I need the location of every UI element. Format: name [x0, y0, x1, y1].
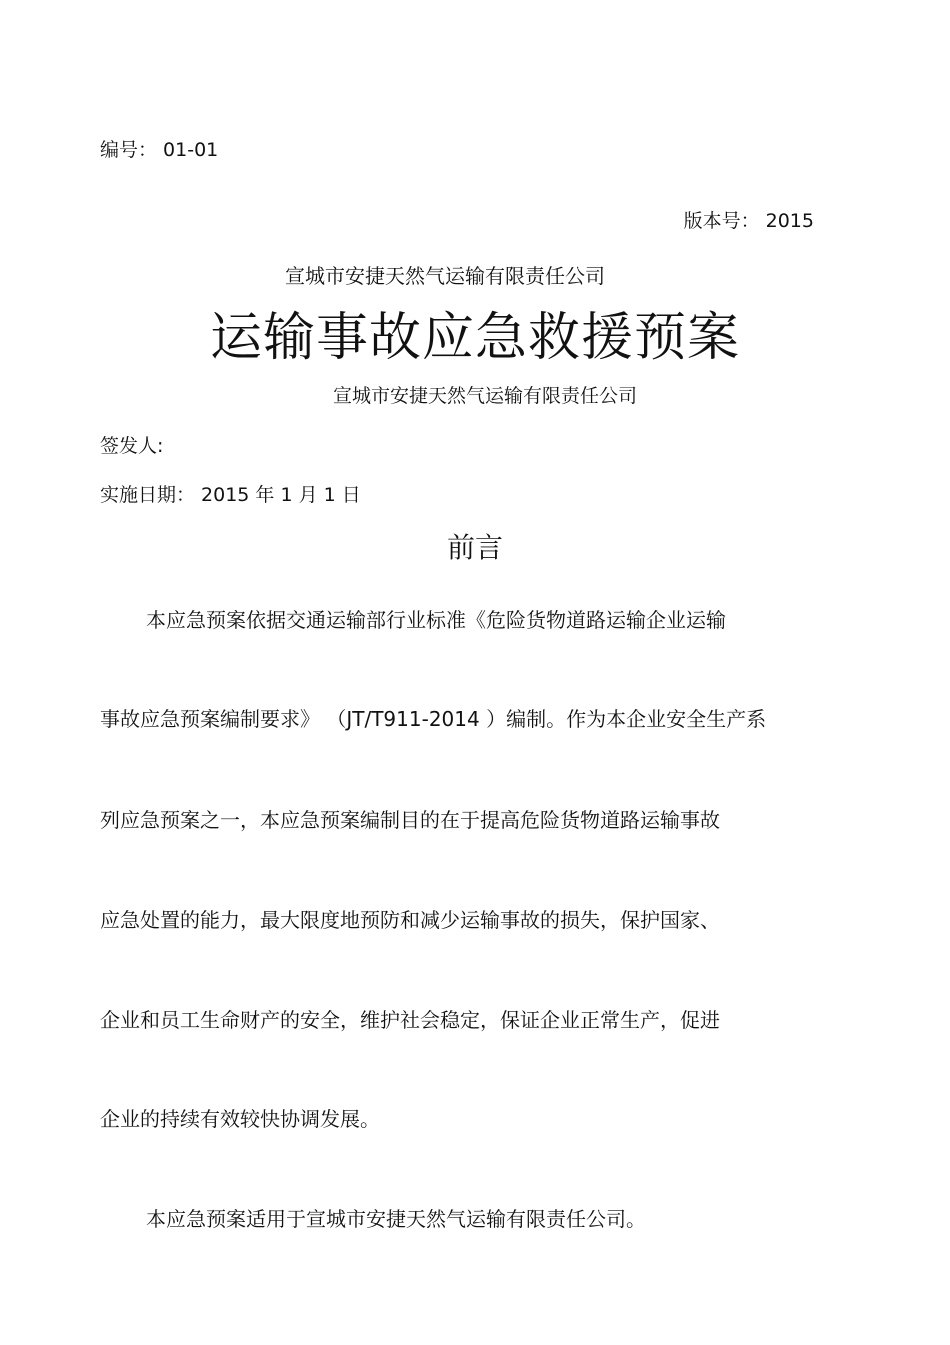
implementation-date: 实施日期： 2015 年 1 月 1 日 — [100, 484, 361, 506]
document-version-number: 版本号： 2015 — [683, 210, 814, 232]
preface-heading: 前言 — [446, 531, 503, 564]
preface-paragraph-line: 事故应急预案编制要求》 （JT/T911-2014 ）编制。作为本企业安全生产系 — [100, 707, 767, 731]
preface-paragraph-line: 应急处置的能力，最大限度地预防和减少运输事故的损失，保护国家、 — [100, 908, 720, 932]
preface-paragraph-line: 列应急预案之一，本应急预案编制目的在于提高危险货物道路运输事故 — [100, 808, 720, 832]
document-serial-number: 编号： 01-01 — [100, 139, 219, 161]
company-name-subtitle: 宣城市安捷天然气运输有限责任公司 — [332, 385, 637, 407]
preface-paragraph-line: 企业和员工生命财产的安全，维护社会稳定，保证企业正常生产，促进 — [100, 1008, 720, 1032]
signer-label: 签发人: — [100, 435, 164, 457]
document-title: 运输事故应急救援预案 — [209, 308, 740, 368]
preface-paragraph-line: 企业的持续有效较快协调发展。 — [100, 1107, 380, 1131]
company-name-header: 宣城市安捷天然气运输有限责任公司 — [285, 264, 605, 288]
preface-scope-line: 本应急预案适用于宣城市安捷天然气运输有限责任公司。 — [146, 1207, 646, 1231]
preface-paragraph-line: 本应急预案依据交通运输部行业标准《危险货物道路运输企业运输 — [146, 608, 726, 632]
